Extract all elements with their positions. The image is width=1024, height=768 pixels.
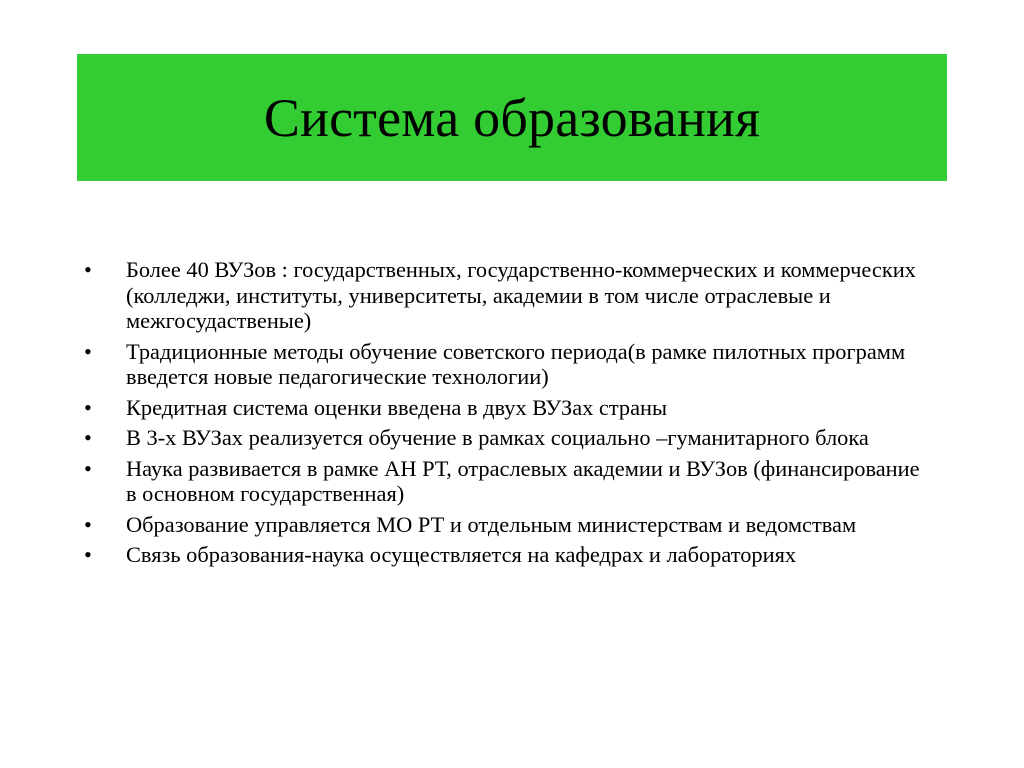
bullet-item — [84, 257, 924, 334]
bullet-list — [84, 257, 924, 573]
bullet-text: Традиционные методы обучение советского периода(в рамке пилотных программ введется новые педагогические технологии) — [126, 338, 906, 389]
bullet-icon: • — [84, 394, 92, 420]
bullet-icon: • — [84, 425, 92, 450]
bullet-text: Более 40 ВУЗов : государственных, государственно-коммерческих и коммерческих (колледжи, институты, университеты, академии в том числе отраслевые и межгосудаственые) — [126, 257, 916, 333]
bullet-icon: • — [84, 257, 92, 282]
bullet-text: Наука развивается в рамке АН РТ, отраслевых академии и ВУЗов (финансирование в основном государственная) — [126, 455, 920, 506]
bullet-icon: • — [84, 455, 92, 481]
bullet-icon: • — [84, 338, 92, 364]
bullet-item — [84, 512, 924, 538]
bullet-item — [84, 339, 924, 390]
slide-title: Система образования — [263, 87, 761, 148]
bullet-icon: • — [84, 542, 92, 567]
bullet-item — [84, 395, 924, 421]
bullet-icon: • — [84, 511, 92, 537]
bullet-text: Связь образования-наука осуществляется на кафедрах и лабораториях — [126, 542, 797, 567]
bullet-item — [84, 542, 924, 568]
bullet-text: В 3-х ВУЗах реализуется обучение в рамках социально –гуманитарного блока — [126, 425, 869, 450]
bullet-text: Образование управляется МО РТ и отдельным министерствам и ведомствам — [126, 511, 857, 537]
bullet-item — [84, 456, 924, 507]
bullet-item — [84, 425, 924, 451]
title-banner — [77, 54, 947, 181]
bullet-text: Кредитная система оценки введена в двух ВУЗах страны — [126, 394, 668, 420]
